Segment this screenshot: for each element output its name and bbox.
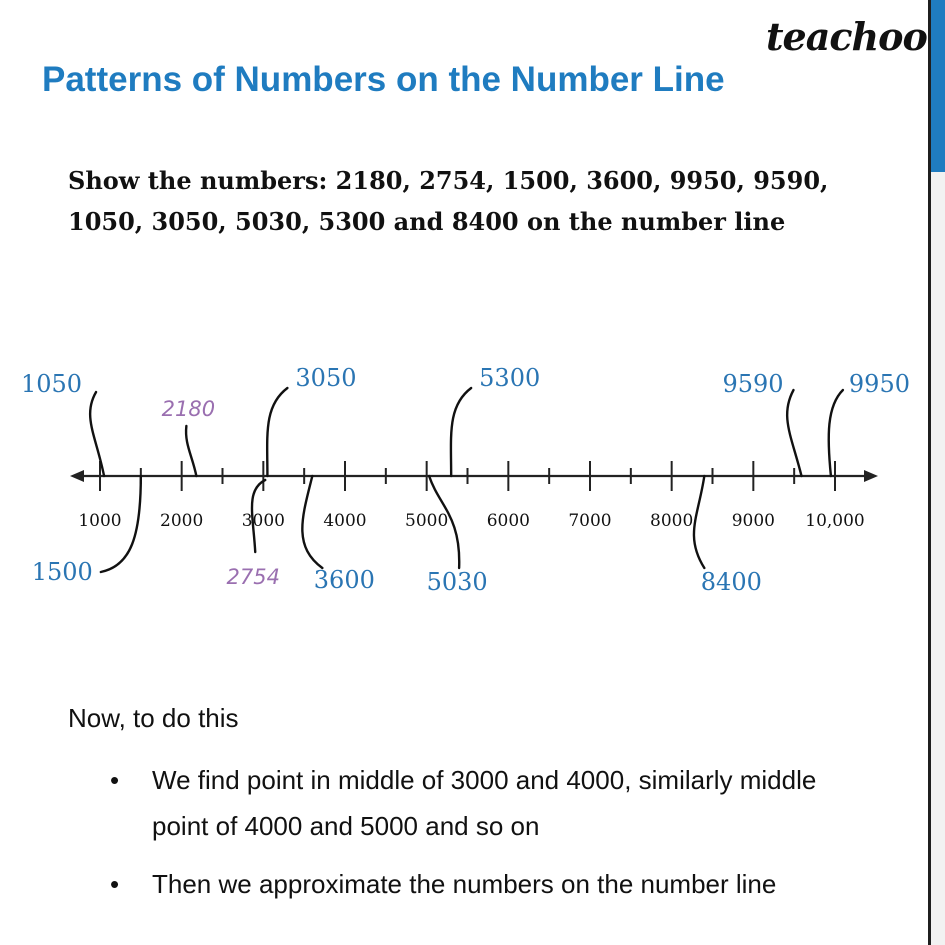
point-label: 9590	[722, 370, 784, 398]
number-line-points	[21, 364, 910, 596]
question-text: Show the numbers: 2180, 2754, 1500, 3600, 9950, 9590, 1050, 3050, 5030, 5300 and 8400 on the number line	[68, 166, 829, 236]
left-arrow-icon	[70, 470, 84, 482]
intro-text: Now, to do this	[68, 703, 239, 733]
tick-label: 3000	[241, 511, 285, 531]
tick-label: 8000	[650, 511, 694, 531]
tick-label: 6000	[486, 511, 530, 531]
step-text: We find point in middle of 3000 and 4000, similarly middle point of 4000 and 5000 and so on	[152, 765, 817, 841]
bullet-icon: •	[110, 765, 120, 795]
point-label: 9950	[848, 370, 910, 398]
point-label: 8400	[700, 568, 762, 596]
tick-label: 2000	[160, 511, 204, 531]
point-leader	[90, 392, 104, 476]
brand-logo: teachoo	[766, 14, 927, 59]
number-line-axis	[70, 470, 878, 482]
tick-label: 1000	[78, 511, 122, 531]
page-title: Patterns of Numbers on the Number Line	[42, 60, 725, 99]
point-leader	[787, 390, 801, 476]
tick-label: 4000	[323, 511, 367, 531]
scroll-track	[931, 172, 945, 945]
point-label: 1050	[21, 370, 83, 398]
point-label: 1500	[31, 558, 93, 586]
number-line-diagram	[0, 350, 920, 610]
point-leader	[186, 426, 196, 476]
point-label: 3600	[313, 566, 375, 594]
step-text: Then we approximate the numbers on the number line	[152, 869, 777, 899]
point-leader	[451, 388, 471, 476]
tick-label: 5000	[405, 511, 449, 531]
scroll-indicator-accent	[931, 0, 945, 172]
bullet-icon: •	[110, 869, 120, 899]
tick-label: 7000	[568, 511, 612, 531]
point-label: 2754	[226, 565, 280, 589]
point-label: 5300	[479, 364, 541, 392]
right-arrow-icon	[864, 470, 878, 482]
tick-label: 9000	[731, 511, 775, 531]
step-item	[110, 861, 870, 907]
tick-label: 10,000	[805, 511, 865, 531]
point-leader	[302, 476, 322, 568]
point-label: 3050	[295, 364, 357, 392]
point-label: 2180	[161, 397, 216, 421]
step-item	[110, 757, 870, 849]
steps-list	[110, 757, 870, 919]
point-leader	[694, 476, 704, 568]
point-leader	[267, 388, 287, 476]
point-label: 5030	[426, 568, 488, 596]
